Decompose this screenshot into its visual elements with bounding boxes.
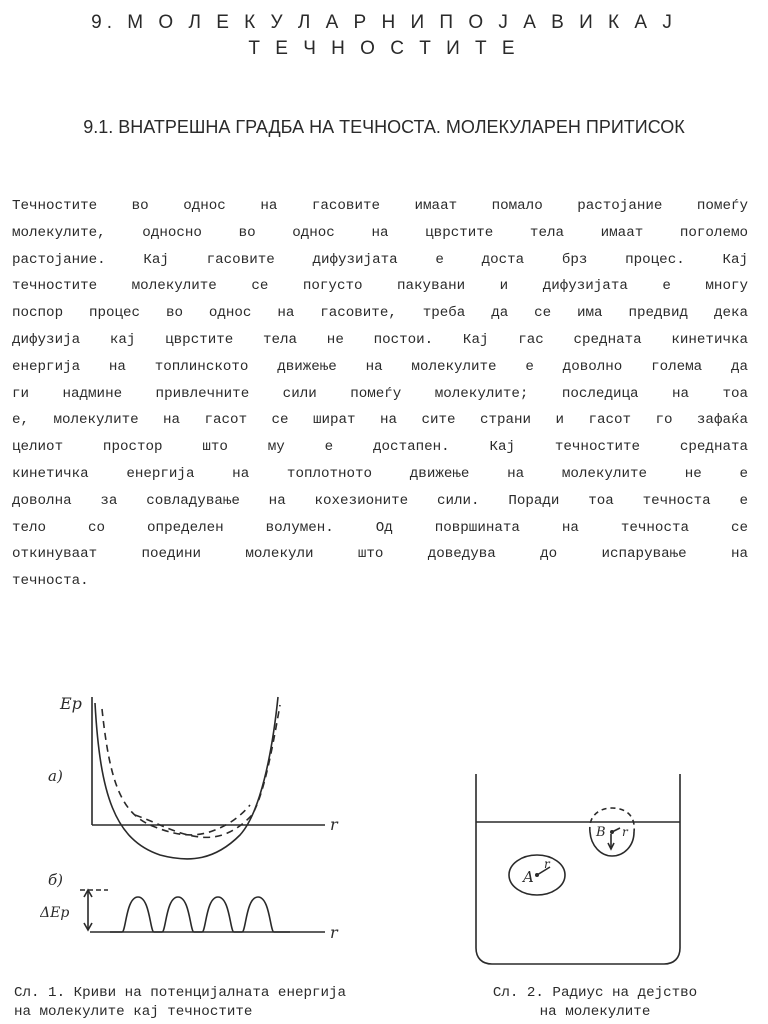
paragraph-line: откинуваат поедини молекули што доведува до испарување на [12,546,748,563]
label-ep: Ep [60,694,82,713]
paragraph-line: Течностите во однос на гасовите имаат помало растојание помеѓу [12,198,748,214]
label-r-bottom: r [330,923,338,942]
paragraph-line: течноста. [12,573,89,590]
caption-line: на молекулите [539,1004,651,1020]
label-r-a: r [544,857,550,871]
label-r-b: r [622,825,628,839]
paragraph-line: ги надмине привлечните сили помеѓу молекулите; последица на тоа [12,385,748,402]
paragraph-line: дифузија кај цврстите тела не постои. Кај гас средната кинетичка [12,331,748,348]
chapter-title [0,10,768,62]
chapter-title-line-1: 9. М О Л Е К У Л А Р Н И П О Ј А В И К А Ј [91,12,677,33]
caption-line: Сл. 2. Радиус на дејство [492,985,698,1001]
curve-dashed-left [102,709,250,835]
paragraph-line: течностите молекулите се погусто пакувани и дифузијата е многу [12,278,748,295]
paragraph-line: молекулите, односно во однос на цврстите тела имаат поголемо [12,224,748,241]
vessel [476,774,680,964]
label-dep: ΔEp [40,905,70,921]
paragraph-line: е, молекулите на гасот се шират на сите страни и гасот го зафаќа [12,412,748,429]
paragraph-line: растојание. Кај гасовите дифузијата е доста брз процес. Кај [12,251,748,268]
label-b-molecule: B [596,825,606,840]
molecule-a-dot [535,873,539,877]
section-title: 9.1. ВНАТРЕШНА ГРАДБА НА ТЕЧНОСТА. МОЛЕКУЛАРЕН ПРИТИСОК [83,117,685,137]
molecule-b-dot [610,830,614,834]
paragraph-line: енергија на топлинското движење на молекулите е доволно голема да [12,358,748,375]
figure-2-action-radius [470,770,690,970]
caption-line: на молекулите кај течностите [14,1004,253,1020]
paragraph-line: поспор процес во однос на гасовите, треба да се има предвид дека [12,305,748,322]
label-r-top: r [330,815,338,834]
figure-2-drawing [470,770,690,970]
caption-line: Сл. 1. Криви на потенцијалната енергија [14,985,347,1001]
figure-1-potential-energy [40,685,370,960]
paragraph-line: доволна за совладување на кохезионите сили. Поради тоа течноста е [12,492,748,509]
paragraph-line: тело со определен волумен. Од површината на течноста се [12,519,748,536]
label-b: б) [48,871,64,889]
figure-2-caption [460,984,730,1022]
figure-1-caption [14,984,346,1022]
paragraph-line: целиот простор што му е достапен. Кај течностите средната [12,439,748,456]
paragraph-line: кинетичка енергија на топлотното движење на молекулите не е [12,465,748,482]
periodic-curve [110,897,290,932]
chapter-title-line-2: Т Е Ч Н О С Т И Т Е [248,38,520,59]
label-a-molecule: A [523,868,534,886]
body-paragraph [12,193,748,595]
curve-dashed-right [135,705,280,837]
label-a: а) [48,767,63,785]
figure-1-drawing [40,685,370,960]
